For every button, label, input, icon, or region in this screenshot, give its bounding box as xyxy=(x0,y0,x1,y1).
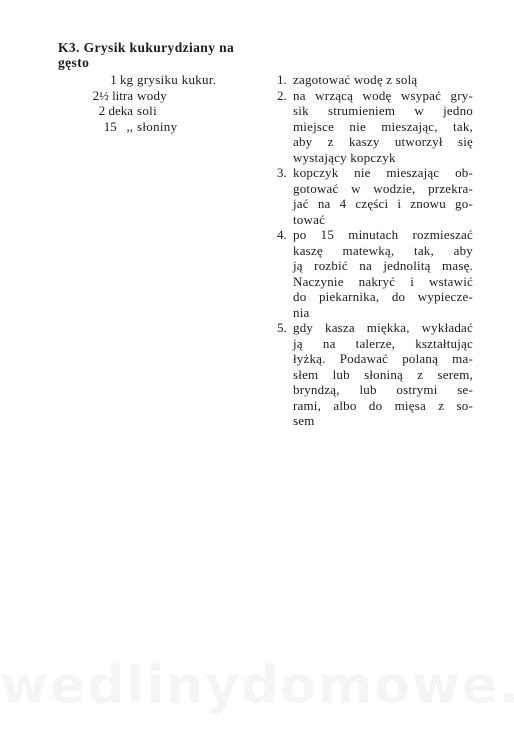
ingredient-row xyxy=(58,88,258,104)
ingredient-name: grysiku kukur. xyxy=(137,72,217,87)
step-number: 2. xyxy=(277,87,287,103)
ingredient-quantity: 1 kg xyxy=(110,72,133,87)
ingredient-quantity: 2½ litra xyxy=(92,87,133,103)
step-line: łyżką. Podawać polaną ma- xyxy=(293,351,473,366)
step-line: miejsce nie mieszając, tak, xyxy=(293,118,473,134)
ingredient-quantity: 15 ,, xyxy=(103,118,133,134)
step-line: bryndzą, lub ostrymi se- xyxy=(293,382,473,397)
step-line: Naczynie nakryć i wstawić xyxy=(293,273,473,289)
step-line: jać na 4 części i znowu go- xyxy=(293,196,473,211)
step-number: 5. xyxy=(277,320,287,335)
step-line: sem xyxy=(293,413,315,428)
step-line: sik strumieniem w jedno xyxy=(293,103,473,118)
step-list xyxy=(277,72,473,429)
ingredient-name: wody xyxy=(137,87,168,103)
step-text xyxy=(293,165,473,227)
step-line: do piekarnika, do wypiecze- xyxy=(293,289,473,304)
step-number: 4. xyxy=(277,227,287,242)
step-item xyxy=(277,320,473,429)
watermark xyxy=(0,656,514,716)
step-line: ją rozbić na jednolitą masę. xyxy=(293,258,473,273)
ingredient-list xyxy=(58,72,258,134)
step-item xyxy=(277,88,473,166)
step-line: tować xyxy=(293,211,326,227)
recipe-title-line: K3. Grysik kukurydziany na xyxy=(58,40,235,55)
step-line: ją na talerze, kształtując xyxy=(293,335,473,351)
step-text xyxy=(293,320,473,429)
step-line: rami, albo do mięsa z so- xyxy=(293,397,473,413)
step-line: na wrzącą wodę wsypać gry- xyxy=(293,87,473,103)
ingredient-row xyxy=(58,72,258,88)
step-line: kaszę matewką, tak, aby xyxy=(293,242,473,258)
step-number: 1. xyxy=(277,72,287,87)
step-line: gdy kasza miękka, wykładać xyxy=(293,320,473,335)
ingredient-quantity: 2 deka xyxy=(98,103,133,118)
step-line: zagotować wodę z solą xyxy=(293,72,418,87)
step-number: 3. xyxy=(277,165,287,180)
step-item xyxy=(277,72,473,88)
step-text xyxy=(293,88,473,166)
ingredient-name: soli xyxy=(137,103,157,118)
step-line: gotować w wodzie, przekra- xyxy=(293,180,473,196)
recipe-title xyxy=(58,40,258,70)
step-item xyxy=(277,227,473,320)
step-line: po 15 minutach rozmieszać xyxy=(293,227,473,242)
step-line: słem lub słoniną z serem, xyxy=(293,366,473,382)
step-text xyxy=(293,227,473,320)
step-text xyxy=(293,72,473,88)
step-line: nia xyxy=(293,304,310,320)
step-item xyxy=(277,165,473,227)
step-line: aby z kaszy utworzył się xyxy=(293,134,473,149)
ingredient-row xyxy=(58,119,258,135)
ingredient-name: słoniny xyxy=(137,118,178,134)
step-line: kopczyk nie mieszając ob- xyxy=(293,165,473,180)
step-line: wystający kopczyk xyxy=(293,149,396,165)
ingredient-row xyxy=(58,103,258,119)
recipe-title-line: gęsto xyxy=(58,55,90,70)
